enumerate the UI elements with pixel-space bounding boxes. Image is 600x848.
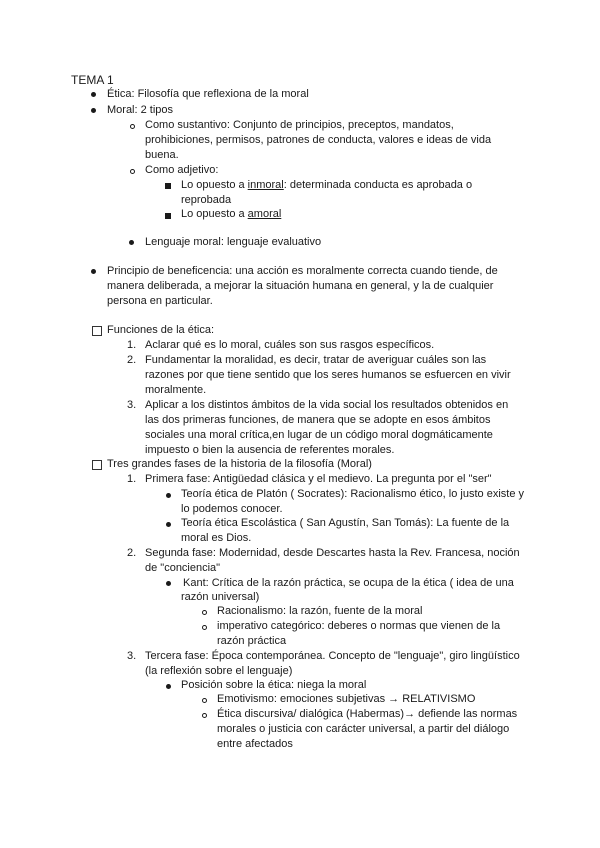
bullet-dot [91,108,96,113]
bullet-circle [202,698,207,703]
bullet-dot [91,269,96,274]
funcion-3-line-4: impuesto o bien la ausencia de referentes morales. [145,444,395,456]
list-number: 3. [127,650,137,662]
tercera-fase-line-1: Tercera fase: Época contemporánea. Concepto de "lenguaje", giro lingüístico [145,650,520,662]
posicion-etica: Posición sobre la ética: niega la moral [181,679,367,691]
doc-title: TEMA 1 [71,73,114,87]
inmoral-line: Lo opuesto a inmoral: determinada conducta es aprobada o [181,179,473,191]
tercera-fase-line-2: (la reflexión sobre el lenguaje) [145,665,293,677]
kant-line-1: Kant: Crítica de la razón práctica, se ocupa de la ética ( idea de una [183,577,514,589]
funcion-2-line-2: razones por que tiene sentido que los seres humanos se esfuercen en vivir [145,369,511,381]
beneficencia-line-1: Principio de beneficencia: una acción es moralmente correcta cuando tiende, de [107,265,498,277]
funcion-3-line-1: Aplicar a los distintos ámbitos de la vida social los resultados obtenidos en [145,399,509,411]
funcion-2-line-3: moralmente. [145,384,207,396]
escolastica-line-1: Teoría ética Escolástica ( San Agustín, San Tomás): La fuente de la [181,517,510,529]
imperativo-line-1: imperativo categórico: deberes o normas que vienen de la [217,620,501,632]
lenguaje-moral: Lenguaje moral: lenguaje evaluativo [145,236,322,248]
primera-fase: Primera fase: Antigüedad clásica y el medievo. La pregunta por el "ser" [145,473,492,485]
fases-heading: Tres grandes fases de la historia de la filosofía (Moral) [107,458,372,470]
bullet-dot [166,522,171,527]
kant-line-2: razón universal) [181,591,260,603]
list-number: 1. [127,473,137,485]
bullet-circle [130,124,135,129]
funcion-1: Aclarar qué es lo moral, cuáles son sus rasgos específicos. [145,339,435,351]
amoral-link[interactable]: amoral [247,208,282,220]
bullet-circle [202,625,207,630]
funcion-3-line-3: sociales una moral crítica,en lugar de un código moral dogmáticamente [145,429,493,441]
discursiva-line-2: morales o justicia con carácter universal, a partir del diálogo [217,723,510,735]
adjetivo-heading: Como adjetivo: [145,164,219,176]
racionalismo: Racionalismo: la razón, fuente de la moral [217,605,423,617]
sustantivo-line-1: Como sustantivo: Conjunto de principios, preceptos, mandatos, [145,119,454,131]
escolastica-line-2: moral es Dios. [181,532,252,544]
funcion-2-line-1: Fundamentar la moralidad, es decir, tratar de averiguar cuáles son las [145,354,487,366]
beneficencia-line-3: persona en particular. [107,295,213,307]
checkbox-fases[interactable] [92,460,102,470]
bullet-square [165,183,171,189]
bullet-dot [129,240,134,245]
bullet-moral: Moral: 2 tipos [107,104,174,116]
emotivismo: Emotivismo: emociones subjetivas → RELATIVISMO [217,693,476,705]
funciones-heading: Funciones de la ética: [107,324,215,336]
segunda-fase-line-2: de "conciencia" [145,562,221,574]
platon-line-1: Teoría ética de Platón ( Socrates): Racionalismo ético, lo justo existe y [181,488,524,500]
imperativo-line-2: razón práctica [217,635,287,647]
beneficencia-line-2: manera deliberada, a mejorar la situación humana en general, y la de cualquier [107,280,494,292]
inmoral-link[interactable]: inmoral [247,179,284,191]
list-number: 3. [127,399,137,411]
segunda-fase-line-1: Segunda fase: Modernidad, desde Descartes hasta la Rev. Francesa, noción [145,547,520,559]
bullet-circle [202,610,207,615]
bullet-dot [166,581,171,586]
bullet-dot [166,684,171,689]
list-number: 2. [127,547,137,559]
bullet-dot [166,493,171,498]
amoral-line: Lo opuesto a amoral [181,208,282,220]
bullet-dot [91,92,96,97]
bullet-etica: Ética: Filosofía que reflexiona de la moral [107,88,309,100]
bullet-circle [130,169,135,174]
checkbox-funciones[interactable] [92,326,102,336]
discursiva-line-1: Ética discursiva/ dialógica (Habermas)→ defiende las normas [217,708,518,720]
bullet-circle [202,713,207,718]
discursiva-line-3: entre afectados [217,738,293,750]
bullet-square [165,213,171,219]
sustantivo-line-2: prohibiciones, permisos, patrones de conducta, valores e ideas de vida [145,134,492,146]
list-number: 2. [127,354,137,366]
funcion-3-line-2: las dos primeras funciones, de manera que se adopte en esos ámbitos [145,414,491,426]
list-number: 1. [127,339,137,351]
platon-line-2: lo podemos conocer. [181,503,283,515]
sustantivo-line-3: buena. [145,149,179,161]
inmoral-line-2: reprobada [181,194,232,206]
